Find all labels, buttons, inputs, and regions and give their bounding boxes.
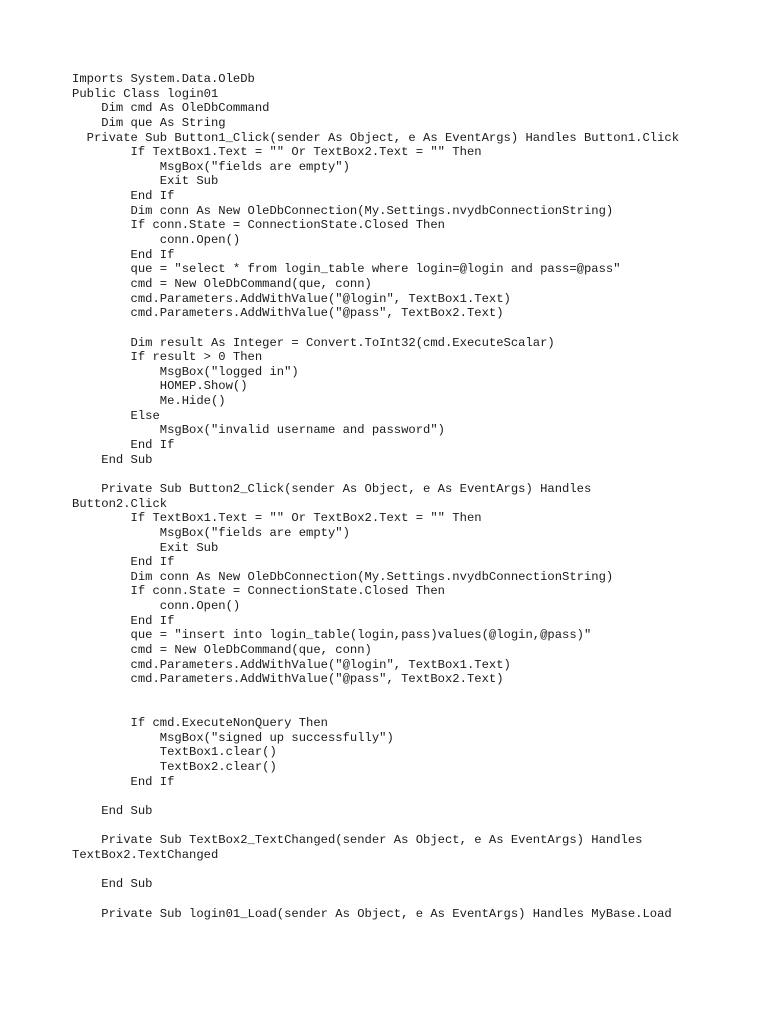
- code-line: Button2.Click: [72, 496, 168, 511]
- code-line: Private Sub Button2_Click(sender As Object, e As EventArgs) Handles: [72, 481, 592, 496]
- code-line: conn.Open(): [72, 233, 241, 248]
- code-line: If conn.State = ConnectionState.Closed Then: [72, 218, 445, 233]
- code-listing: [72, 72, 679, 921]
- code-line: If TextBox1.Text = "" Or TextBox2.Text = "" Then: [72, 511, 482, 526]
- code-line: Exit Sub: [72, 540, 219, 555]
- code-line: Dim que As String: [72, 115, 226, 130]
- code-line: [72, 687, 679, 702]
- code-line: [72, 892, 679, 907]
- code-line: [72, 863, 679, 878]
- code-line: If cmd.ExecuteNonQuery Then: [72, 716, 328, 731]
- code-line: que = "select * from login_table where login=@login and pass=@pass": [72, 262, 621, 277]
- code-line: End Sub: [72, 452, 153, 467]
- code-line: cmd.Parameters.AddWithValue("@pass", TextBox2.Text): [72, 306, 504, 321]
- code-line: End If: [72, 189, 175, 204]
- code-line: conn.Open(): [72, 599, 241, 614]
- code-line: End Sub: [72, 804, 153, 819]
- code-line: End If: [72, 438, 175, 453]
- code-line: Dim result As Integer = Convert.ToInt32(cmd.ExecuteScalar): [72, 335, 555, 350]
- code-line: cmd.Parameters.AddWithValue("@login", TextBox1.Text): [72, 657, 511, 672]
- code-line: End Sub: [72, 877, 153, 892]
- code-line: If result > 0 Then: [72, 350, 263, 365]
- code-line: MsgBox("fields are empty"): [72, 525, 350, 540]
- code-line: End If: [72, 774, 175, 789]
- code-line: Dim conn As New OleDbConnection(My.Settings.nvydbConnectionString): [72, 569, 614, 584]
- code-line: TextBox1.clear(): [72, 745, 277, 760]
- code-line: MsgBox("signed up successfully"): [72, 730, 394, 745]
- code-line: If TextBox1.Text = "" Or TextBox2.Text = "" Then: [72, 145, 482, 160]
- code-line: Exit Sub: [72, 174, 219, 189]
- code-line: Private Sub login01_Load(sender As Object, e As EventArgs) Handles MyBase.Load: [72, 906, 672, 921]
- code-line: cmd.Parameters.AddWithValue("@login", TextBox1.Text): [72, 291, 511, 306]
- code-line: Private Sub Button1_Click(sender As Object, e As EventArgs) Handles Button1.Click: [72, 130, 680, 145]
- code-line: [72, 702, 679, 717]
- code-line: MsgBox("invalid username and password"): [72, 423, 445, 438]
- code-line: MsgBox("fields are empty"): [72, 159, 350, 174]
- code-line: Imports System.Data.OleDb: [72, 72, 255, 86]
- code-line: [72, 467, 679, 482]
- code-line: Me.Hide(): [72, 394, 226, 409]
- code-line: [72, 789, 679, 804]
- code-line: TextBox2.TextChanged: [72, 847, 219, 862]
- code-line: Else: [72, 408, 160, 423]
- code-line: HOMEP.Show(): [72, 379, 248, 394]
- code-line: Dim cmd As OleDbCommand: [72, 101, 270, 116]
- code-line: cmd = New OleDbCommand(que, conn): [72, 642, 372, 657]
- code-line: Dim conn As New OleDbConnection(My.Settings.nvydbConnectionString): [72, 203, 614, 218]
- code-line: End If: [72, 555, 175, 570]
- code-line: que = "insert into login_table(login,pass)values(@login,@pass)": [72, 628, 592, 643]
- code-line: If conn.State = ConnectionState.Closed Then: [72, 584, 445, 599]
- code-line: End If: [72, 247, 175, 262]
- code-line: End If: [72, 613, 175, 628]
- code-line: [72, 321, 679, 336]
- code-line: cmd.Parameters.AddWithValue("@pass", TextBox2.Text): [72, 672, 504, 687]
- code-line: cmd = New OleDbCommand(que, conn): [72, 276, 372, 291]
- code-line: Public Class login01: [72, 86, 219, 101]
- code-line: Private Sub TextBox2_TextChanged(sender As Object, e As EventArgs) Handles: [72, 833, 643, 848]
- code-line: MsgBox("logged in"): [72, 364, 299, 379]
- code-line: TextBox2.clear(): [72, 760, 277, 775]
- code-line: [72, 819, 679, 834]
